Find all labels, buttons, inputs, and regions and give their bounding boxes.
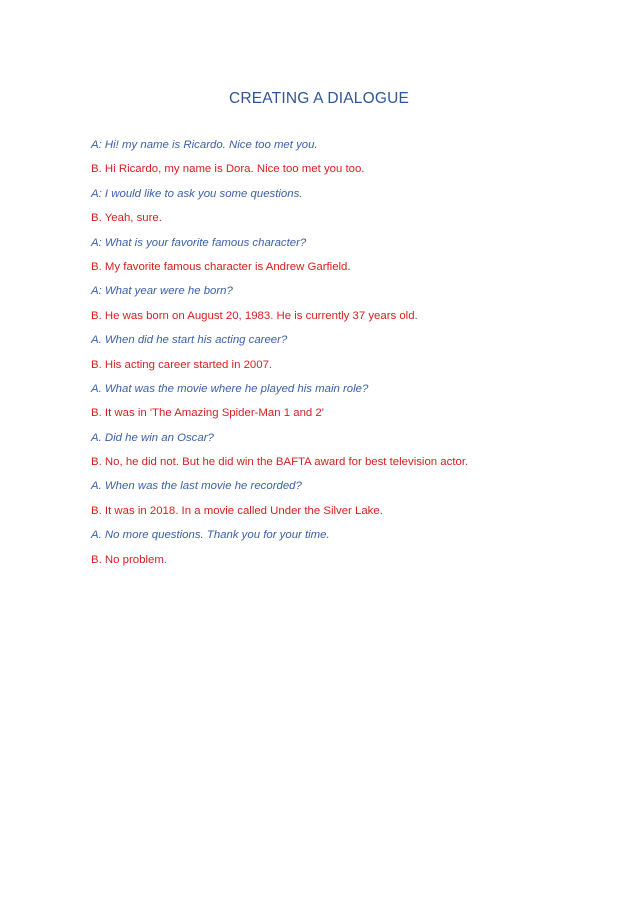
page-title: CREATING A DIALOGUE: [228, 90, 410, 107]
dialogue-list: [91, 137, 591, 576]
dialogue-line: A: Hi! my name is Ricardo. Nice too met you.: [91, 139, 318, 151]
dialogue-line: A. Did he win an Oscar?: [91, 431, 214, 444]
dialogue-line: B. No problem.: [91, 553, 167, 566]
dialogue-line: B. Yeah, sure.: [91, 212, 162, 225]
dialogue-line: B. It was in 2018. In a movie called Under the Silver Lake.: [91, 504, 383, 517]
dialogue-line: B. Hi Ricardo, my name is Dora. Nice too met you too.: [91, 163, 365, 176]
dialogue-line: B. My favorite famous character is Andrew Garfield.: [91, 260, 351, 273]
dialogue-line: A: What year were he born?: [91, 285, 233, 298]
dialogue-line: B. No, he did not. But he did win the BAFTA award for best television actor.: [91, 456, 469, 469]
dialogue-line: A. No more questions. Thank you for your time.: [91, 529, 330, 542]
dialogue-line: B. His acting career started in 2007.: [91, 358, 273, 371]
dialogue-line: A. When was the last movie he recorded?: [91, 480, 302, 493]
dialogue-line: A: What is your favorite famous character?: [91, 236, 307, 249]
dialogue-line: B. It was in 'The Amazing Spider-Man 1 and 2': [91, 407, 324, 420]
dialogue-line: A: I would like to ask you some questions.: [91, 187, 303, 200]
dialogue-line: A. When did he start his acting career?: [91, 334, 288, 347]
dialogue-line: A. What was the movie where he played his main role?: [91, 382, 369, 395]
dialogue-line: B. He was born on August 20, 1983. He is currently 37 years old.: [91, 309, 418, 322]
